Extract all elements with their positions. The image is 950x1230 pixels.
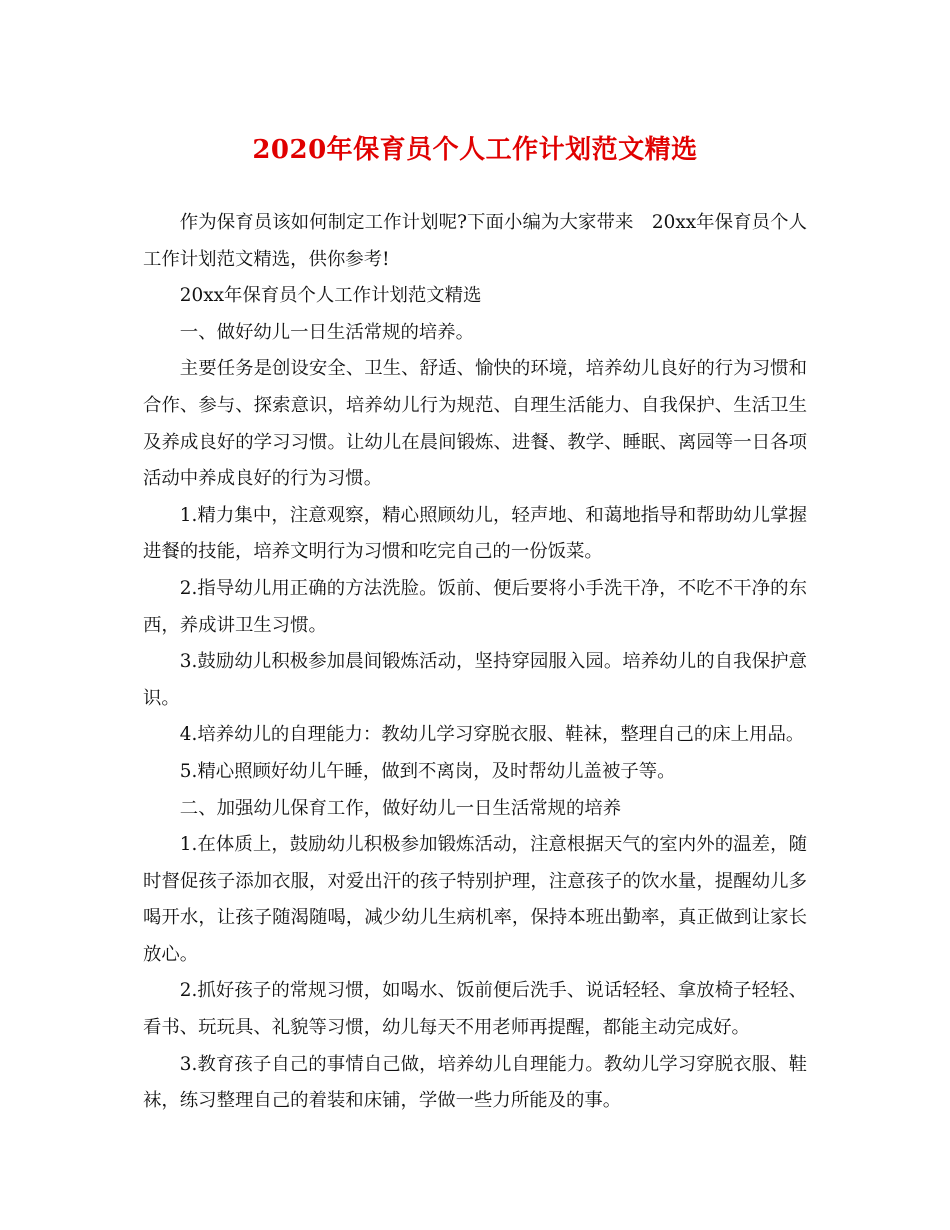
section-heading-2: 二、加强幼儿保育工作，做好幼儿一日生活常规的培养 [179,797,622,819]
document-body [143,205,807,1120]
paragraph-subtitle: 20xx年保育员个人工作计划范文精选 [179,285,482,307]
list-item: 3.鼓励幼儿积极参加晨间锻炼活动，坚持穿园服入园。培养幼儿的自我保护意识。 [143,651,807,709]
list-item: 2.指导幼儿用正确的方法洗脸。饭前、便后要将小手洗干净，不吃不干净的东西，养成讲卫生习惯。 [143,577,807,636]
list-item: 5.精心照顾好幼儿午睡，做到不离岗，及时帮幼儿盖被子等。 [179,760,676,782]
document-title: 2020年保育员个人工作计划范文精选 [252,135,698,165]
list-item: 4.培养幼儿的自理能力：教幼儿学习穿脱衣服、鞋袜，整理自己的床上用品。 [179,724,805,746]
list-item: 3.教育孩子自己的事情自己做，培养幼儿自理能力。教幼儿学习穿脱衣服、鞋袜，练习整理自己的着装和床铺，学做一些力所能及的事。 [143,1053,807,1112]
list-item: 2.抓好孩子的常规习惯，如喝水、饭前便后洗手、说话轻轻、拿放椅子轻轻、看书、玩玩具、礼貌等习惯，幼儿每天不用老师再提醒，都能主动完成好。 [143,980,807,1039]
list-item: 1.精力集中，注意观察，精心照顾幼儿，轻声地、和蔼地指导和帮助幼儿掌握进餐的技能，培养文明行为习惯和吃完自己的一份饭菜。 [143,504,807,563]
list-item: 1.在体质上，鼓励幼儿积极参加锻炼活动，注意根据天气的室内外的温差，随时督促孩子添加衣服，对爱出汗的孩子特别护理，注意孩子的饮水量，提醒幼儿多喝开水，让孩子随渴随喝，减少幼儿生病机率，保持本班出勤率，真正做到让家长放心。 [143,834,807,965]
paragraph: 主要任务是创设安全、卫生、舒适、愉快的环境，培养幼儿良好的行为习惯和合作、参与、探索意识，培养幼儿行为规范、自理生活能力、自我保护、生活卫生及养成良好的学习习惯。让幼儿在晨间锻炼、进餐、教学、睡眠、离园等一日各项活动中养成良好的行为习惯。 [143,358,807,490]
section-heading-1: 一、做好幼儿一日生活常规的培养。 [179,321,475,343]
paragraph-intro: 作为保育员该如何制定工作计划呢?下面小编为大家带来 20xx年保育员个人工作计划范文精选，供你参考! [143,212,807,270]
